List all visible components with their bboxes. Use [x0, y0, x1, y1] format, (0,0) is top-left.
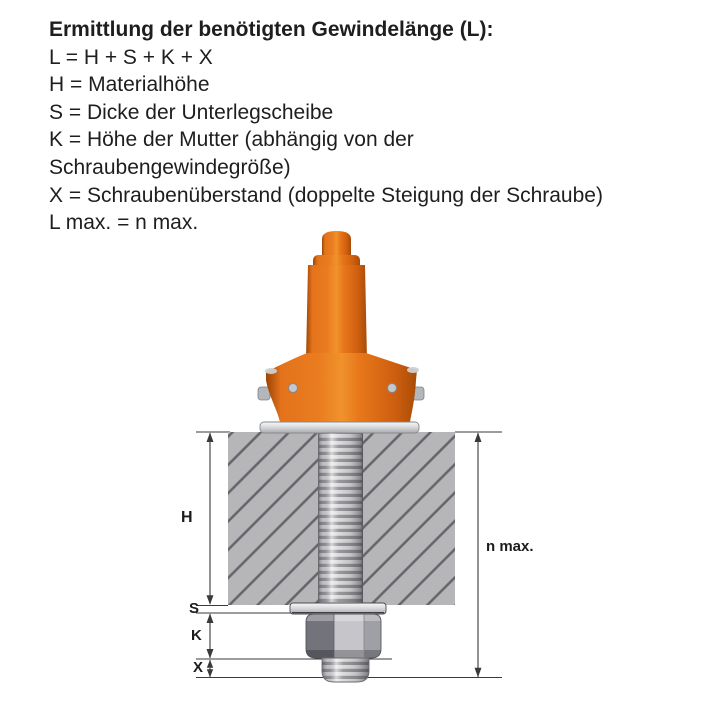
pivot-pin-left [289, 384, 298, 393]
rim-glint-right [407, 367, 419, 373]
washer-bottom [290, 603, 386, 614]
threaded-rod [318, 433, 363, 615]
dim-label-s: S [189, 600, 200, 617]
page-title: Ermittlung der benötigten Gewindelänge (L): [49, 18, 494, 41]
text-line-x: X = Schraubenüberstand (doppelte Steigung der Schraube) [49, 183, 603, 207]
pivot-pin-right [388, 384, 397, 393]
hex-nut [306, 614, 381, 658]
washer-top [260, 422, 419, 433]
dimension-line-h [207, 433, 214, 605]
dimension-line-k [207, 614, 214, 659]
text-line-lmax: L max. = n max. [49, 211, 199, 235]
dimension-line-nmax [475, 433, 482, 678]
dim-label-nmax: n max. [486, 538, 534, 555]
lifting-point-shank [306, 231, 367, 360]
dim-label-x: X [193, 659, 204, 676]
rim-glint-left [265, 368, 277, 374]
dim-label-h: H [181, 509, 193, 526]
lifting-point-bell [265, 353, 419, 422]
dimension-line-x [207, 660, 213, 677]
dim-label-k: K [191, 627, 202, 644]
text-line-h: H = Materialhöhe [49, 73, 210, 97]
text-line-k2: Schraubengewindegröße) [49, 155, 291, 179]
thread-protrusion [322, 658, 369, 682]
text-line-formula: L = H + S + K + X [49, 45, 213, 69]
text-line-s: S = Dicke der Unterlegscheibe [49, 100, 334, 124]
text-line-k: K = Höhe der Mutter (abhängig von der [49, 128, 414, 152]
